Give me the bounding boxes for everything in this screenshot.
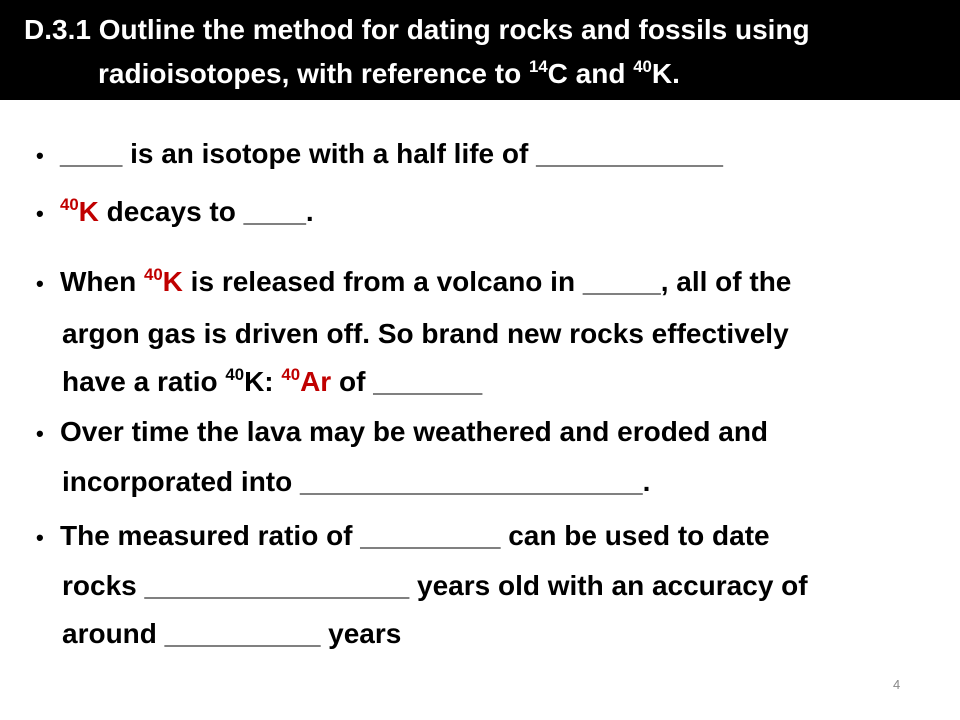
bullet-line xyxy=(36,512,808,562)
title-text: K. xyxy=(651,58,680,89)
bullet-text: decays to ____. xyxy=(98,196,314,227)
bullet-item-weathering xyxy=(36,408,768,506)
bullet-line xyxy=(36,408,768,458)
title-text: radioisotopes, with reference to xyxy=(98,58,529,89)
bullet-line xyxy=(36,258,791,310)
superscript-14: 14 xyxy=(528,57,548,77)
bullet-item-half-life xyxy=(36,130,723,180)
superscript-40: 40 xyxy=(60,195,79,215)
bullet-dot: • xyxy=(36,271,44,296)
slide-title xyxy=(0,0,960,100)
bullet-line xyxy=(36,358,791,410)
bullet-text: have a ratio xyxy=(62,366,226,397)
bullet-line: rocks _________________ years old with an accuracy of xyxy=(62,570,808,601)
bullet-text: ____ is an isotope with a half life of ____________ xyxy=(60,138,723,169)
bullet-item-measured-ratio xyxy=(36,512,808,658)
potassium-symbol: K xyxy=(162,266,183,297)
potassium-symbol: K xyxy=(78,196,99,227)
title-line-2 xyxy=(98,56,680,96)
argon-symbol: Ar xyxy=(300,366,332,397)
bullet-line: incorporated into ______________________. xyxy=(62,466,651,497)
superscript-40: 40 xyxy=(281,365,301,385)
bullet-item-decay xyxy=(36,188,314,240)
superscript-40: 40 xyxy=(225,365,245,385)
superscript-40: 40 xyxy=(633,57,652,77)
page-number: 4 xyxy=(893,677,901,692)
title-text: C and xyxy=(547,58,634,89)
bullet-dot: • xyxy=(36,421,44,446)
bullet-text: is released from a volcano in _____, all of the xyxy=(182,266,792,297)
bullet-item-volcano xyxy=(36,258,791,410)
bullet-text: K: xyxy=(244,366,282,397)
bullet-dot: • xyxy=(36,201,44,226)
bullet-dot: • xyxy=(36,525,44,550)
bullet-line: around __________ years xyxy=(62,618,402,649)
bullet-dot: • xyxy=(36,143,44,168)
title-line-1: D.3.1 Outline the method for dating rocks and fossils using xyxy=(24,14,810,45)
bullet-text: The measured ratio of _________ can be used to date xyxy=(60,520,770,551)
bullet-line: argon gas is driven off. So brand new rocks effectively xyxy=(62,318,789,349)
bullet-text: of _______ xyxy=(331,366,483,397)
bullet-text: Over time the lava may be weathered and eroded and xyxy=(60,416,769,447)
bullet-text: When xyxy=(60,266,144,297)
superscript-40: 40 xyxy=(144,265,163,285)
